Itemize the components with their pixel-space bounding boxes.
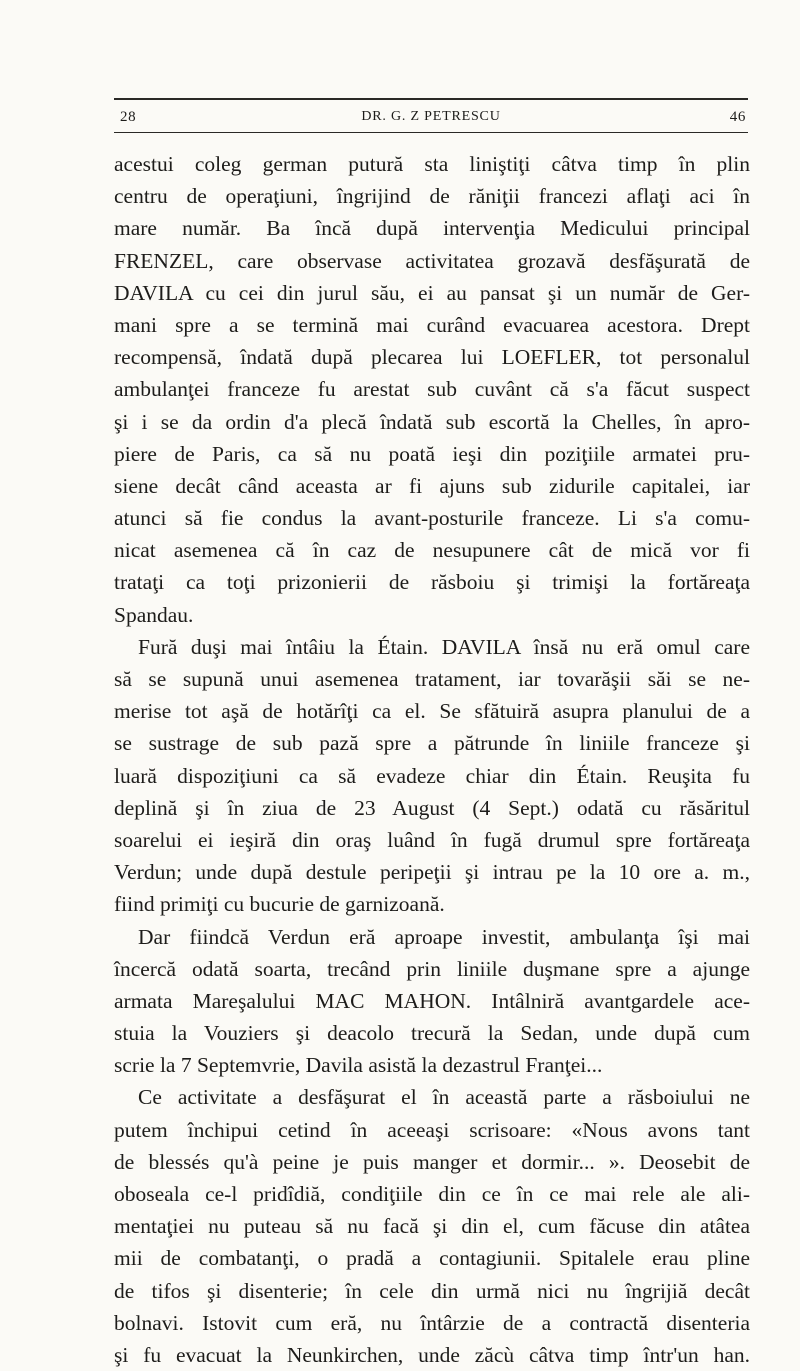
text-line: luară dispoziţiuni ca să evadeze chiar din Étain. Reuşita fu [114, 763, 750, 788]
text-line: fiind primiţi cu bucurie de garnizoană. [114, 892, 445, 917]
text-line: Dar fiindcă Verdun eră aproape investit, ambulanţa îşi mai [138, 924, 750, 949]
text-line: oboseala ce-l pridîdiă, condiţiile din ce în ce mai rele ale ali- [114, 1182, 750, 1206]
running-title: DR. G. Z PETRESCU [361, 109, 501, 124]
text-line: acestui coleg german putură sta liniştiţi câtva timp în plin [114, 152, 750, 176]
text-line: încercă odată soarta, trecând prin liniile duşmane spre a ajunge [114, 956, 750, 981]
text-line: şi i se da ordin d'a plecă îndată sub escortă la Chelles, în apro- [114, 409, 750, 434]
text-line: deplină şi în ziua de 23 August (4 Sept.) odată cu răsăritul [114, 795, 750, 820]
text-line: putem închipui cetind în aceeaşi scrisoare: «Nous avons tant [114, 1117, 750, 1142]
text-line: DAVILA cu cei din jurul său, ei au pansat şi un număr de Ger- [114, 280, 750, 305]
text-line: Spandau. [114, 602, 194, 627]
text-line: trataţi ca toţi prizonierii de răsboiu şi trimişi la fortăreaţa [114, 570, 750, 595]
text-line: de tifos şi disenterie; în cele din urmă nici nu îngrijiă decât [114, 1278, 750, 1303]
text-line: mani spre a se termină mai curând evacuarea acestora. Drept [114, 312, 750, 337]
text-line: stuia la Vouziers şi deacolo trecură la Sedan, unde după cum [114, 1021, 750, 1046]
page-number-left: 28 [120, 109, 137, 125]
text-line: mii de combatanţi, o pradă a contagiunii. Spitalele erau pline [114, 1246, 750, 1271]
text-line: se sustrage de sub pază spre a pătrunde în liniile franceze şi [114, 731, 750, 756]
page-number-right: 46 [729, 109, 746, 125]
text-line: siene decât când aceasta ar fi ajuns sub zidurile capitalei, iar [114, 473, 750, 498]
text-line: nicat asemenea că în caz de nesupunere cât de mică vor fi [114, 538, 750, 563]
header-top-rule [114, 98, 748, 100]
text-line: bolnavi. Istovit cum eră, nu întârzie de a contractă disenteria [114, 1310, 750, 1335]
text-line: ambulanţei franceze fu arestat sub cuvânt că s'a făcut suspect [114, 377, 750, 402]
text-line: FRENZEL, care observase activitatea grozavă desfăşurată de [114, 248, 750, 273]
text-line: merise tot aşă de hotărîţi ca el. Se sfătuiră asupra planului de a [114, 699, 750, 724]
text-line: să se supună unui asemenea tratament, iar tovarăşii săi se ne- [114, 667, 750, 691]
text-line: armata Mareşalului MAC MAHON. Intâlniră avantgardele ace- [114, 988, 750, 1013]
text-line: piere de Paris, ca să nu poată ieşi din poziţiile armatei pru- [114, 441, 750, 466]
text-line: Ce activitate a desfăşurat el în această parte a răsboiului ne [138, 1085, 750, 1110]
text-line: mentaţiei nu puteau să nu facă şi din el, cum făcuse din atâtea [114, 1214, 750, 1239]
text-line: soarelui ei ieşiră din oraş luând în fugă drumul spre fortăreaţa [114, 827, 750, 852]
text-line: de blessés qu'à peine je puis manger et dormir... ». Deosebit de [114, 1149, 750, 1174]
text-line: centru de operaţiuni, îngrijind de răniţii francezi aflaţi aci în [114, 184, 750, 209]
text-line: Fură duşi mai întâiu la Étain. DAVILA însă nu eră omul care [138, 634, 750, 659]
text-line: Verdun; unde după destule peripeţii şi intrau pe la 10 ore a. m., [114, 860, 750, 885]
body-text [114, 148, 750, 1371]
running-header [114, 107, 748, 131]
text-line: recompensă, îndată după plecarea lui LOEFLER, tot personalul [114, 345, 750, 370]
header-bottom-rule [114, 132, 748, 133]
text-line: mare număr. Ba încă după intervenţia Medicului principal [114, 216, 750, 241]
text-line: scrie la 7 Septemvrie, Davila asistă la dezastrul Franţei... [114, 1053, 603, 1078]
text-line: şi fu evacuat la Neunkirchen, unde zăcù câtva timp într'un han. [114, 1342, 750, 1367]
text-line: atunci să fie condus la avant-posturile franceze. Li s'a comu- [114, 506, 750, 531]
